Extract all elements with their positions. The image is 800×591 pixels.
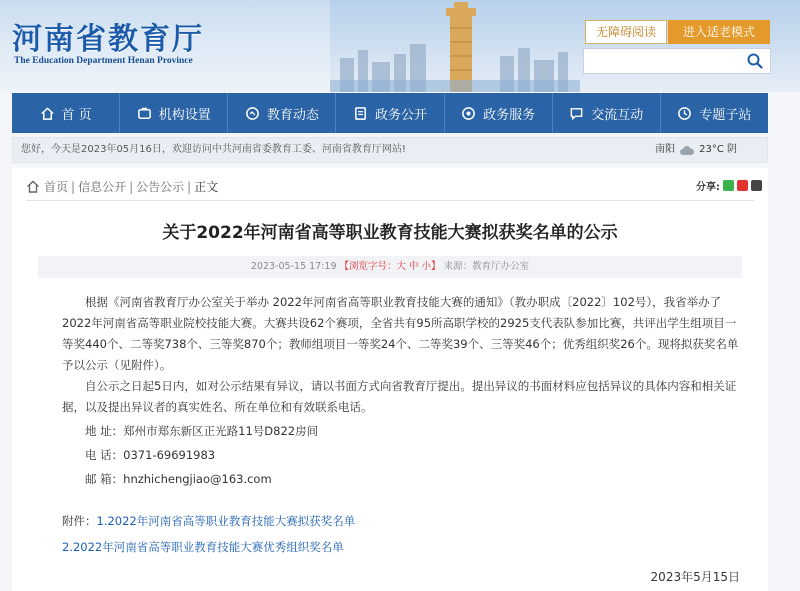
welcome-text: 您好，今天是2023年05月16日，欢迎访问中共河南省委教育工委、河南省教育厅网站!: [21, 144, 406, 155]
nav-item-home[interactable]: [12, 93, 120, 133]
weather-city: 南阳: [655, 144, 676, 155]
contact-email: 邮 箱：hnzhichengjiao@163.com: [85, 472, 272, 486]
weibo-share-icon[interactable]: [737, 180, 748, 191]
article-body: [62, 292, 744, 558]
breadcrumb-separator: |: [187, 179, 192, 194]
contact-address: 地 址：郑州市郑东新区正光路11号D822房间: [85, 424, 319, 438]
nav-item-service[interactable]: [445, 93, 553, 133]
nav-item-org[interactable]: [120, 93, 228, 133]
cloudy-weather-icon: [679, 145, 695, 156]
print-icon[interactable]: [751, 180, 762, 191]
body-paragraph: 自公示之日起5日内，如对公示结果有异议，请以书面方式向省教育厅提出。提出异议的书面材料应包括异议的具体内容和相关证据，以及提出异议者的真实姓名、所在单位和有效联系电话。: [62, 379, 737, 414]
share-bar: [696, 178, 762, 193]
body-paragraph: 根据《河南省教育厅办公室关于举办 2022年河南省高等职业教育技能大赛的通知》（教办职成〔2022〕102号），我省举办了2022年河南省高等职业院校技能大赛。大赛共设62个赛项，全省共有95所高职学校的2925支代表队参加比赛，共评出学生组项目一等奖440个、二等奖738个、三等奖870个；教师组项目一等奖24个、二等奖39个、三等奖46个；优秀组织奖26个。现将拟获奖名单予以公示（见附件）。: [62, 295, 739, 372]
breadcrumb-separator: |: [129, 179, 134, 194]
nav-item-label: 交流互动: [591, 107, 644, 123]
search-icon[interactable]: [746, 52, 764, 70]
search-box: [583, 48, 771, 74]
search-input[interactable]: [590, 52, 744, 72]
wechat-share-icon[interactable]: [723, 180, 734, 191]
gov-icon: [353, 106, 368, 121]
nav-item-label: 教育动态: [266, 107, 319, 123]
article-panel: [12, 168, 768, 591]
welcome-bar: [12, 137, 768, 163]
city-skyline-banner: [330, 0, 800, 92]
site-header: [0, 0, 800, 92]
breadcrumb-announcements[interactable]: 公告公示: [136, 180, 185, 194]
home-icon: [26, 180, 40, 193]
topic-icon: [677, 106, 692, 121]
chat-icon: [569, 106, 584, 121]
accessibility-button[interactable]: 无障碍阅读: [585, 20, 667, 44]
weather-widget: [655, 138, 737, 162]
breadcrumb-home[interactable]: 首页: [44, 180, 69, 194]
elder-mode-button[interactable]: 进入适老模式: [668, 20, 770, 44]
nav-item-label: 政务公开: [374, 107, 427, 123]
share-label: 分享:: [696, 182, 720, 193]
breadcrumb-info-public[interactable]: 信息公开: [78, 180, 127, 194]
nav-item-label: 政务服务: [483, 107, 536, 123]
nav-item-label: 专题子站: [699, 107, 752, 123]
nav-item-chat[interactable]: [553, 93, 661, 133]
org-icon: [137, 106, 152, 121]
service-icon: [461, 106, 476, 121]
main-nav: [12, 93, 768, 133]
weather-temp: 23°C 阴: [699, 144, 737, 155]
divider: [26, 200, 754, 201]
article-meta: [38, 256, 742, 278]
nav-item-label: 首 页: [61, 107, 92, 123]
nav-item-news[interactable]: [228, 93, 336, 133]
breadcrumb-current: 正文: [194, 180, 219, 194]
site-logo-title[interactable]: 河南省教育厅: [12, 22, 204, 57]
contact-phone: 电 话：0371-69691983: [85, 448, 216, 462]
article-title: 关于2022年河南省高等职业教育技能大赛拟获奖名单的公示: [162, 223, 618, 243]
publish-datetime: 2023-05-15 17:19: [250, 261, 337, 272]
attachment-line-1: [62, 511, 744, 532]
nav-item-label: 机构设置: [158, 107, 211, 123]
attachment-line-2: [62, 537, 744, 558]
attachment-link-2[interactable]: 2.2022年河南省高等职业教育技能大赛优秀组织奖名单: [62, 540, 344, 554]
font-size-controls[interactable]: 【浏览字号：大 中 小】: [339, 261, 441, 272]
breadcrumb: [26, 178, 218, 195]
article-source: 来源：教育厅办公室: [443, 261, 530, 272]
site-logo-subtitle: The Education Department Henan Province: [14, 56, 193, 66]
news-icon: [245, 106, 260, 121]
nav-item-topic[interactable]: [661, 93, 768, 133]
attachment-link-1[interactable]: 1.2022年河南省高等职业教育技能大赛拟获奖名单: [96, 514, 356, 528]
breadcrumb-separator: |: [71, 179, 76, 194]
attachments-label: 附件：: [62, 514, 97, 528]
publish-date: 2023年5月15日: [650, 570, 740, 584]
home-icon: [40, 106, 55, 121]
nav-item-gov[interactable]: [336, 93, 444, 133]
